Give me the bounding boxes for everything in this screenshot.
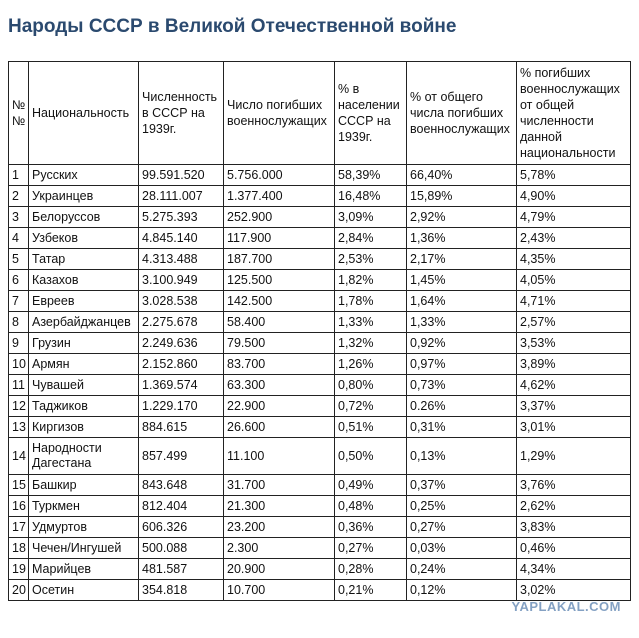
cell-share-population: 0,27% <box>335 538 407 559</box>
cell-population-1939: 4.313.488 <box>139 249 224 270</box>
cell-population-1939: 884.615 <box>139 417 224 438</box>
cell-nationality: Татар <box>29 249 139 270</box>
cell-killed-soldiers: 125.500 <box>224 270 335 291</box>
cell-share-killed: 66,40% <box>407 165 517 186</box>
cell-share-population: 0,72% <box>335 396 407 417</box>
cell-population-1939: 2.275.678 <box>139 312 224 333</box>
header-nationality: Национальность <box>29 62 139 165</box>
cell-population-1939: 4.845.140 <box>139 228 224 249</box>
table-row <box>9 417 631 438</box>
cell-share-killed: 0,13% <box>407 438 517 475</box>
cell-share-population: 0,50% <box>335 438 407 475</box>
cell-row-number: 5 <box>9 249 29 270</box>
cell-share-killed: 1,36% <box>407 228 517 249</box>
cell-killed-soldiers: 26.600 <box>224 417 335 438</box>
table-row <box>9 475 631 496</box>
cell-share-population: 0,49% <box>335 475 407 496</box>
cell-share-killed: 0,73% <box>407 375 517 396</box>
cell-row-number: 20 <box>9 580 29 601</box>
cell-share-population: 0,36% <box>335 517 407 538</box>
cell-share-killed: 0.26% <box>407 396 517 417</box>
cell-row-number: 11 <box>9 375 29 396</box>
cell-share-killed: 2,17% <box>407 249 517 270</box>
cell-nationality: Грузин <box>29 333 139 354</box>
header-killed-soldiers: Число погибших военнослужащих <box>224 62 335 165</box>
cell-share-killed: 2,92% <box>407 207 517 228</box>
table-row <box>9 438 631 475</box>
cell-killed-of-nationality: 4,62% <box>517 375 631 396</box>
cell-nationality: Башкир <box>29 475 139 496</box>
cell-killed-soldiers: 22.900 <box>224 396 335 417</box>
cell-share-killed: 0,97% <box>407 354 517 375</box>
cell-killed-soldiers: 187.700 <box>224 249 335 270</box>
table-row <box>9 396 631 417</box>
cell-row-number: 6 <box>9 270 29 291</box>
table-header-row <box>9 62 631 165</box>
cell-share-population: 16,48% <box>335 186 407 207</box>
nationalities-table <box>8 61 631 601</box>
cell-killed-of-nationality: 5,78% <box>517 165 631 186</box>
cell-killed-soldiers: 79.500 <box>224 333 335 354</box>
cell-nationality: Удмуртов <box>29 517 139 538</box>
cell-share-population: 1,82% <box>335 270 407 291</box>
cell-nationality: Казахов <box>29 270 139 291</box>
cell-killed-soldiers: 2.300 <box>224 538 335 559</box>
cell-share-population: 1,26% <box>335 354 407 375</box>
cell-population-1939: 2.249.636 <box>139 333 224 354</box>
cell-share-population: 2,53% <box>335 249 407 270</box>
cell-killed-of-nationality: 4,71% <box>517 291 631 312</box>
cell-killed-of-nationality: 4,05% <box>517 270 631 291</box>
table-row <box>9 559 631 580</box>
table-row <box>9 538 631 559</box>
cell-nationality: Чувашей <box>29 375 139 396</box>
cell-share-population: 0,28% <box>335 559 407 580</box>
cell-population-1939: 812.404 <box>139 496 224 517</box>
cell-population-1939: 354.818 <box>139 580 224 601</box>
cell-nationality: Белоруссов <box>29 207 139 228</box>
cell-killed-soldiers: 142.500 <box>224 291 335 312</box>
table-row <box>9 517 631 538</box>
cell-population-1939: 99.591.520 <box>139 165 224 186</box>
cell-nationality: Таджиков <box>29 396 139 417</box>
cell-population-1939: 5.275.393 <box>139 207 224 228</box>
header-killed-of-nationality: % погибших военнослужащих от общей численности данной национальности <box>517 62 631 165</box>
cell-killed-of-nationality: 3,53% <box>517 333 631 354</box>
cell-nationality: Народности Дагестана <box>29 438 139 475</box>
cell-share-population: 1,32% <box>335 333 407 354</box>
cell-share-population: 1,78% <box>335 291 407 312</box>
cell-row-number: 7 <box>9 291 29 312</box>
cell-population-1939: 3.028.538 <box>139 291 224 312</box>
cell-population-1939: 481.587 <box>139 559 224 580</box>
cell-row-number: 17 <box>9 517 29 538</box>
cell-nationality: Азербайджанцев <box>29 312 139 333</box>
header-share-killed: % от общего числа погибших военнослужащих <box>407 62 517 165</box>
cell-killed-soldiers: 20.900 <box>224 559 335 580</box>
cell-row-number: 10 <box>9 354 29 375</box>
cell-share-population: 0,80% <box>335 375 407 396</box>
cell-row-number: 18 <box>9 538 29 559</box>
cell-row-number: 19 <box>9 559 29 580</box>
cell-killed-of-nationality: 1,29% <box>517 438 631 475</box>
cell-row-number: 1 <box>9 165 29 186</box>
cell-nationality: Киргизов <box>29 417 139 438</box>
cell-killed-of-nationality: 3,01% <box>517 417 631 438</box>
header-number: № № <box>9 62 29 165</box>
cell-share-population: 0,21% <box>335 580 407 601</box>
cell-population-1939: 606.326 <box>139 517 224 538</box>
table-row <box>9 249 631 270</box>
cell-nationality: Украинцев <box>29 186 139 207</box>
cell-share-population: 2,84% <box>335 228 407 249</box>
cell-killed-of-nationality: 3,76% <box>517 475 631 496</box>
cell-row-number: 4 <box>9 228 29 249</box>
cell-killed-of-nationality: 2,57% <box>517 312 631 333</box>
cell-share-population: 0,51% <box>335 417 407 438</box>
cell-killed-of-nationality: 4,35% <box>517 249 631 270</box>
cell-killed-soldiers: 117.900 <box>224 228 335 249</box>
cell-share-killed: 0,31% <box>407 417 517 438</box>
table-row <box>9 228 631 249</box>
cell-killed-of-nationality: 3,83% <box>517 517 631 538</box>
cell-killed-of-nationality: 4,34% <box>517 559 631 580</box>
cell-share-killed: 15,89% <box>407 186 517 207</box>
cell-share-population: 58,39% <box>335 165 407 186</box>
cell-nationality: Евреев <box>29 291 139 312</box>
cell-share-killed: 0,24% <box>407 559 517 580</box>
table-row <box>9 165 631 186</box>
cell-row-number: 14 <box>9 438 29 475</box>
header-population-1939: Численность в СССР на 1939г. <box>139 62 224 165</box>
cell-nationality: Узбеков <box>29 228 139 249</box>
cell-nationality: Осетин <box>29 580 139 601</box>
cell-share-population: 0,48% <box>335 496 407 517</box>
cell-share-killed: 0,03% <box>407 538 517 559</box>
cell-nationality: Туркмен <box>29 496 139 517</box>
page-title: Народы СССР в Великой Отечественной войне <box>8 16 457 37</box>
cell-row-number: 9 <box>9 333 29 354</box>
table-row <box>9 375 631 396</box>
cell-share-killed: 0,27% <box>407 517 517 538</box>
cell-killed-of-nationality: 3,89% <box>517 354 631 375</box>
table-row <box>9 333 631 354</box>
cell-killed-soldiers: 21.300 <box>224 496 335 517</box>
cell-killed-soldiers: 83.700 <box>224 354 335 375</box>
table-row <box>9 354 631 375</box>
cell-killed-soldiers: 5.756.000 <box>224 165 335 186</box>
cell-row-number: 2 <box>9 186 29 207</box>
cell-nationality: Марийцев <box>29 559 139 580</box>
cell-population-1939: 843.648 <box>139 475 224 496</box>
cell-killed-soldiers: 252.900 <box>224 207 335 228</box>
cell-nationality: Армян <box>29 354 139 375</box>
cell-population-1939: 1.229.170 <box>139 396 224 417</box>
watermark-logo: YAPLAKAL.COM <box>511 599 621 614</box>
cell-row-number: 3 <box>9 207 29 228</box>
cell-population-1939: 500.088 <box>139 538 224 559</box>
table-row <box>9 186 631 207</box>
table-row <box>9 496 631 517</box>
cell-population-1939: 1.369.574 <box>139 375 224 396</box>
cell-share-population: 1,33% <box>335 312 407 333</box>
cell-row-number: 13 <box>9 417 29 438</box>
cell-killed-soldiers: 31.700 <box>224 475 335 496</box>
cell-killed-soldiers: 23.200 <box>224 517 335 538</box>
cell-killed-of-nationality: 4,90% <box>517 186 631 207</box>
cell-population-1939: 3.100.949 <box>139 270 224 291</box>
table-row <box>9 580 631 601</box>
cell-share-killed: 0,37% <box>407 475 517 496</box>
cell-row-number: 15 <box>9 475 29 496</box>
cell-share-killed: 1,45% <box>407 270 517 291</box>
cell-killed-soldiers: 58.400 <box>224 312 335 333</box>
table-row <box>9 207 631 228</box>
table-row <box>9 270 631 291</box>
header-share-population: % в населении СССР на 1939г. <box>335 62 407 165</box>
cell-share-killed: 1,33% <box>407 312 517 333</box>
table-row <box>9 291 631 312</box>
cell-killed-soldiers: 10.700 <box>224 580 335 601</box>
cell-share-killed: 0,25% <box>407 496 517 517</box>
cell-row-number: 8 <box>9 312 29 333</box>
cell-killed-of-nationality: 2,62% <box>517 496 631 517</box>
cell-killed-of-nationality: 3,37% <box>517 396 631 417</box>
cell-killed-soldiers: 11.100 <box>224 438 335 475</box>
cell-nationality: Русских <box>29 165 139 186</box>
cell-killed-of-nationality: 0,46% <box>517 538 631 559</box>
cell-share-killed: 0,92% <box>407 333 517 354</box>
cell-population-1939: 28.111.007 <box>139 186 224 207</box>
cell-killed-of-nationality: 3,02% <box>517 580 631 601</box>
cell-population-1939: 2.152.860 <box>139 354 224 375</box>
cell-share-killed: 1,64% <box>407 291 517 312</box>
cell-killed-of-nationality: 4,79% <box>517 207 631 228</box>
cell-population-1939: 857.499 <box>139 438 224 475</box>
cell-share-population: 3,09% <box>335 207 407 228</box>
cell-killed-of-nationality: 2,43% <box>517 228 631 249</box>
cell-share-killed: 0,12% <box>407 580 517 601</box>
cell-killed-soldiers: 63.300 <box>224 375 335 396</box>
cell-nationality: Чечен/Ингушей <box>29 538 139 559</box>
cell-row-number: 16 <box>9 496 29 517</box>
cell-killed-soldiers: 1.377.400 <box>224 186 335 207</box>
cell-row-number: 12 <box>9 396 29 417</box>
table-row <box>9 312 631 333</box>
